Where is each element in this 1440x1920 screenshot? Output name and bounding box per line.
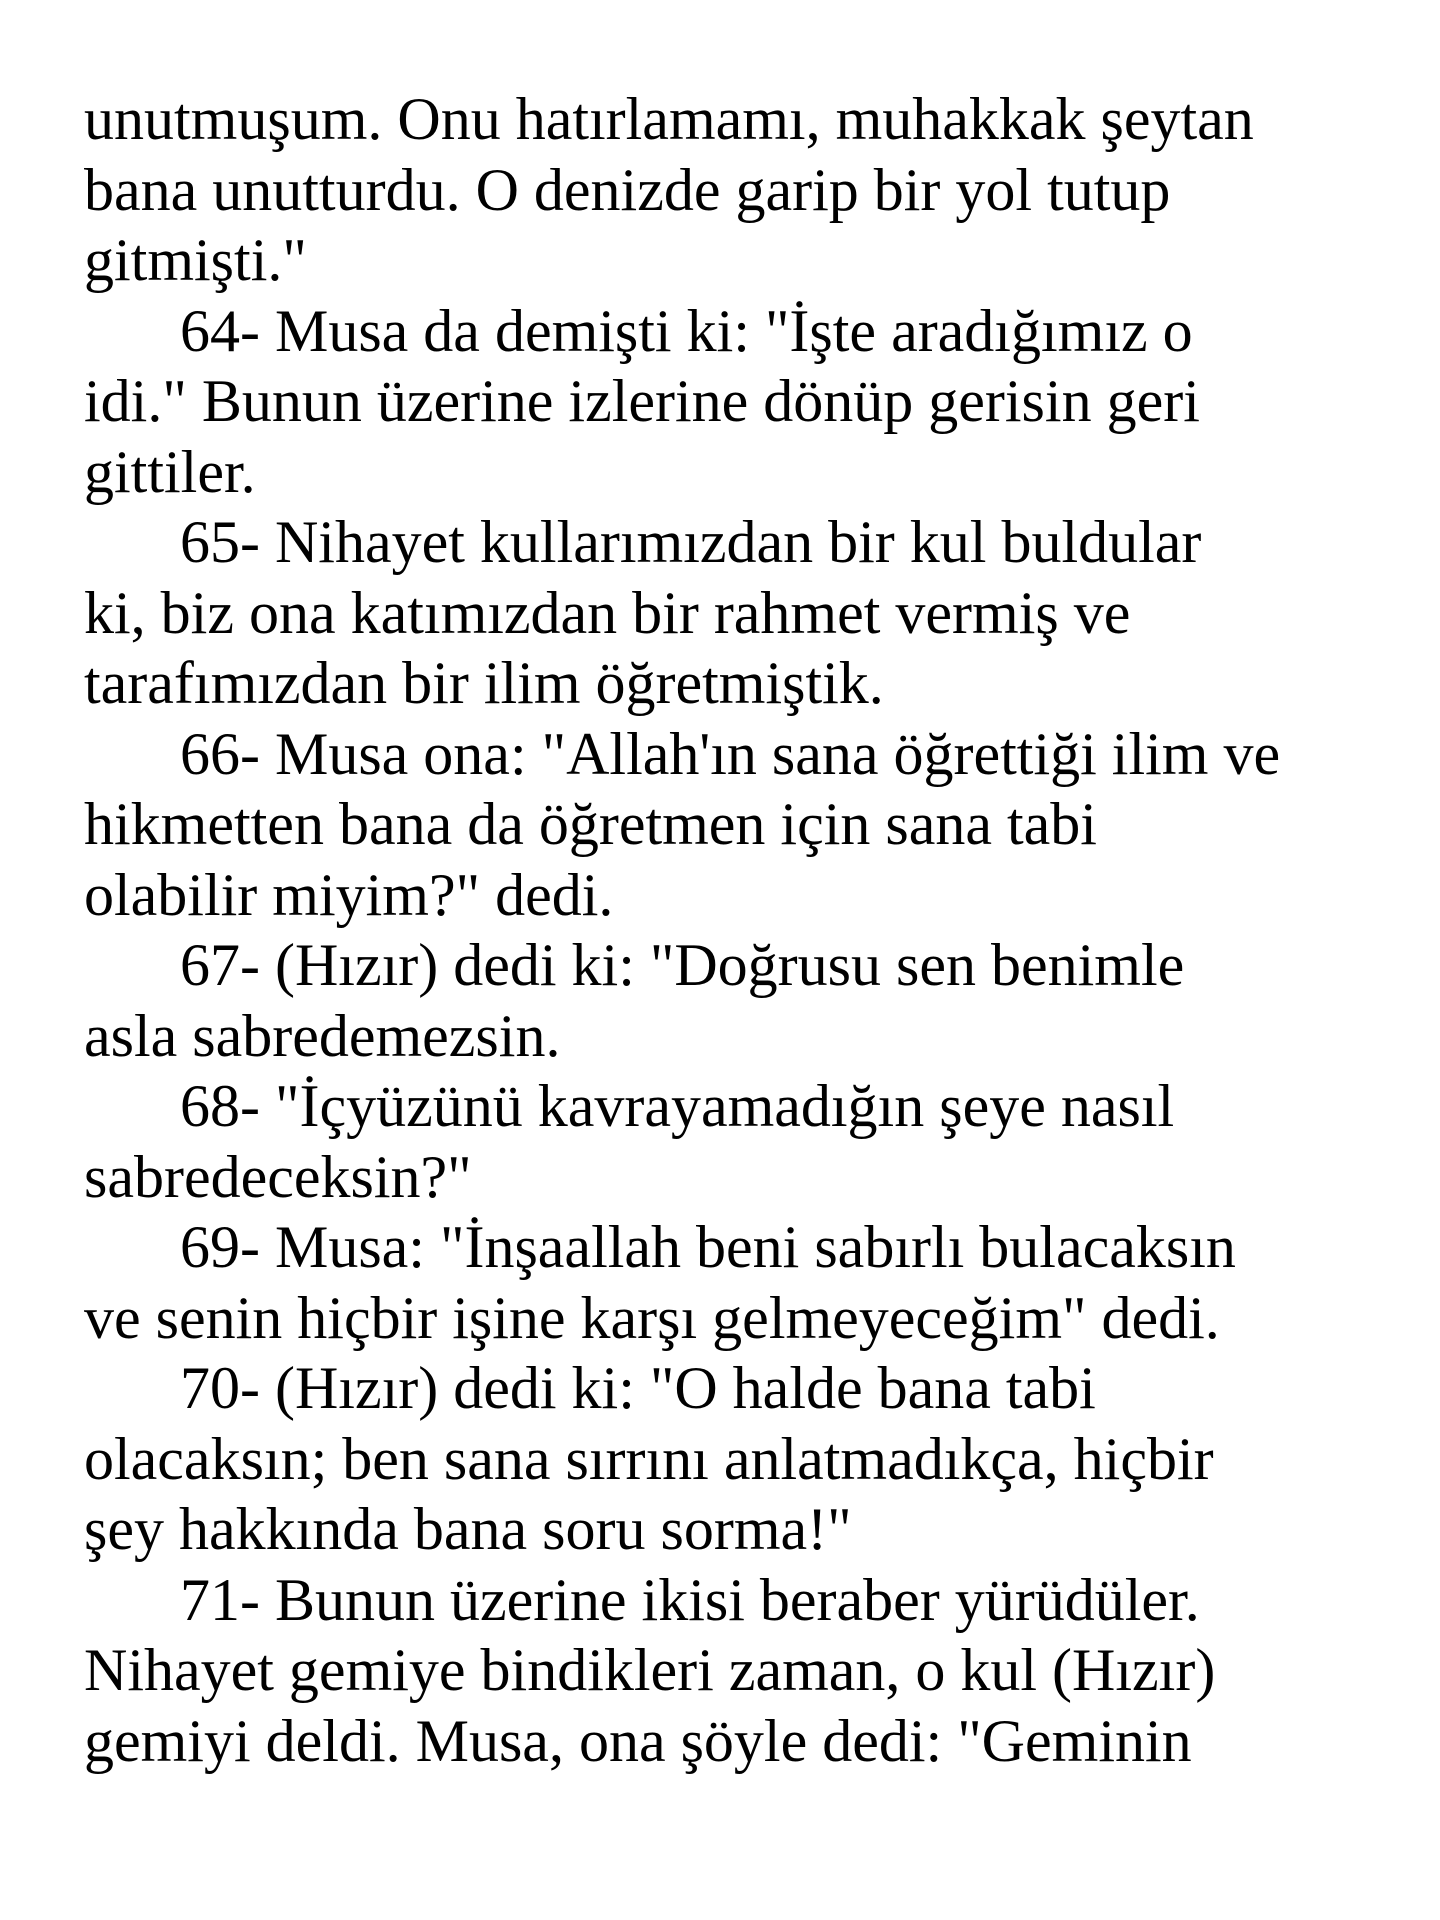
- text-line: Nihayet gemiye bindikleri zaman, o kul (Hızır): [84, 1637, 1216, 1703]
- text-line: gemiyi deldi. Musa, ona şöyle dedi: "Geminin: [84, 1707, 1192, 1774]
- text-line: olacaksın; ben sana sırrını anlatmadıkça, hiçbir: [84, 1425, 1214, 1492]
- text-line: gitmişti.": [84, 227, 307, 293]
- text-line: idi." Bunun üzerine izlerine dönüp gerisin geri: [84, 368, 1200, 434]
- verse-70-start: 70- (Hızır) dedi ki: "O halde bana tabi: [180, 1355, 1096, 1421]
- verse-71-start: 71- Bunun üzerine ikisi beraber yürüdüler.: [180, 1566, 1200, 1633]
- verse-66-start: 66- Musa ona: "Allah'ın sana öğrettiği ilim ve: [180, 720, 1281, 787]
- body-text: [84, 84, 1404, 1776]
- text-line: ki, biz ona katımızdan bir rahmet vermiş ve: [84, 579, 1131, 646]
- text-line: tarafımızdan bir ilim öğretmiştik.: [84, 650, 884, 716]
- verse-64-start: 64- Musa da demişti ki: "İşte aradığımız o: [180, 297, 1193, 364]
- text-line: unutmuşum. Onu hatırlamamı, muhakkak şeytan: [84, 86, 1254, 152]
- text-line: ve senin hiçbir işine karşı gelmeyeceğim" dedi.: [84, 1284, 1220, 1351]
- verse-67-start: 67- (Hızır) dedi ki: "Doğrusu sen benimle: [180, 932, 1185, 998]
- text-line: hikmetten bana da öğretmen için sana tabi: [84, 791, 1097, 857]
- verse-68-start: 68- "İçyüzünü kavrayamadığın şeye nasıl: [180, 1073, 1175, 1139]
- text-line: şey hakkında bana soru sorma!": [84, 1496, 852, 1562]
- verse-69-start: 69- Musa: "İnşaallah beni sabırlı bulacaksın: [180, 1214, 1236, 1280]
- text-line: sabredeceksin?": [84, 1143, 472, 1210]
- verse-65-start: 65- Nihayet kullarımızdan bir kul buldular: [180, 509, 1202, 575]
- text-line: asla sabredemezsin.: [84, 1002, 561, 1069]
- text-line: olabilir miyim?" dedi.: [84, 861, 614, 928]
- text-line: gittiler.: [84, 438, 256, 505]
- text-line: bana unutturdu. O denizde garip bir yol tutup: [84, 156, 1171, 223]
